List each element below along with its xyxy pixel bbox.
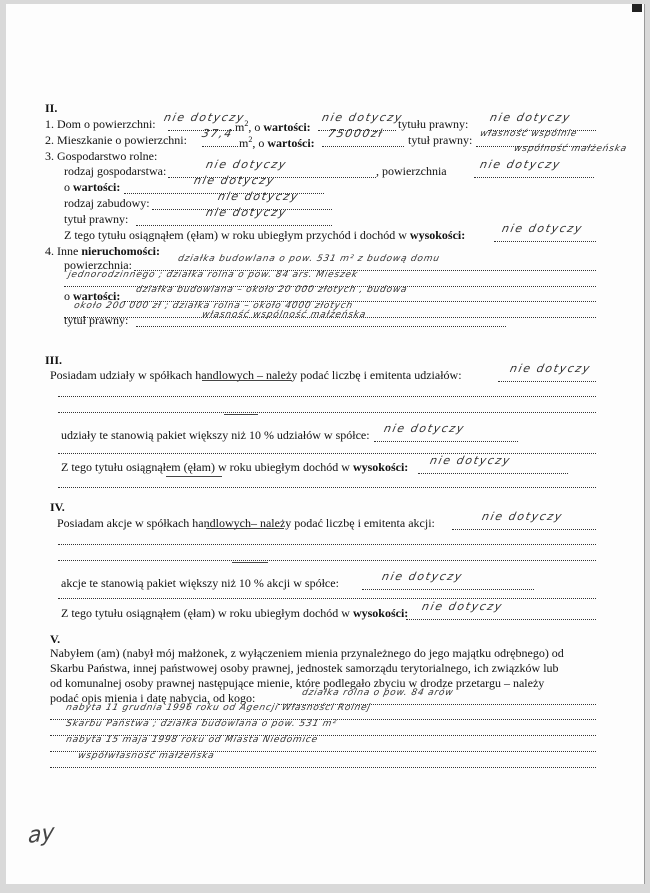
acquired-line-5 (50, 767, 596, 768)
farm-title-line (136, 225, 332, 226)
acquired-handwriting-3: Skarbu Państwa ; działka budowlana o pow. 531 m² (64, 719, 338, 729)
stocks-blank-line-3 (58, 598, 596, 599)
flat-area-handwriting: 37,4 (200, 127, 235, 140)
section-v-heading: V. (50, 632, 61, 646)
stocks-income-line (406, 619, 596, 620)
shares-income-pen-mark (166, 476, 222, 477)
farm-title-label: tytuł prawny: (64, 212, 129, 226)
shares-blank-line-1 (58, 396, 596, 397)
acquired-handwriting-5: współwłasność małżeńska (76, 751, 216, 761)
acquired-text-1: Nabyłem (am) (nabył mój małżonek, z wyłączeniem mienia przynależnego do jego majątku odrębnego) od (50, 646, 564, 660)
house-value-handwriting: nie dotyczy (320, 111, 405, 124)
shares-packet-line (374, 441, 518, 442)
shares-packet-handwriting: nie dotyczy (382, 422, 467, 435)
farm-income-handwriting: nie dotyczy (500, 222, 585, 235)
shares-packet-label: udziały te stanowią pakiet większy niż 10 % udziałów w spółce: (61, 428, 370, 442)
margin-initials: ay (27, 819, 55, 850)
stocks-packet-handwriting: nie dotyczy (380, 570, 465, 583)
other-estate-value-handwriting: działka budowlana – około 20 000 złotych , budowa (134, 285, 409, 295)
acquired-handwriting-2: nabyta 11 grudnia 1996 roku od Agencji Własności Rolnej (64, 703, 372, 713)
stocks-packet-label: akcje te stanowią pakiet większy niż 10 % akcji w spółce: (61, 576, 339, 590)
shares-blank-line-4 (58, 487, 596, 488)
other-estate-area-handwriting: działka budowlana o pow. 531 m² z budową domu (176, 254, 441, 264)
flat-value-handwriting: 75000zł (326, 127, 385, 140)
stocks-label: Posiadam akcje w spółkach handlowych– należy podać liczbę i emitenta akcji: (57, 516, 435, 530)
farm-value-label: o wartości: (64, 180, 121, 194)
shares-income-handwriting: nie dotyczy (428, 454, 513, 467)
flat-value-line (322, 146, 404, 147)
other-estate-title-handwriting: własność wspólność małżeńska (200, 310, 368, 320)
stocks-pen-mark (232, 562, 268, 563)
flat-title-handwriting-2: wspólność małżeńska (512, 144, 629, 154)
other-estate-title-line (136, 326, 506, 327)
stocks-handwriting: nie dotyczy (480, 510, 565, 523)
stocks-income-handwriting: nie dotyczy (420, 600, 505, 613)
flat-area-label: 2. Mieszkanie o powierzchni: (45, 133, 187, 147)
shares-handwriting: nie dotyczy (508, 362, 593, 375)
flat-title-label: tytuł prawny: (408, 133, 473, 147)
acquired-handwriting-1: działka rolna o pow. 84 arów (300, 688, 455, 698)
stocks-underline-mark (206, 528, 284, 529)
farm-area-handwriting: nie dotyczy (478, 158, 563, 171)
farm-value-handwriting: nie dotyczy (192, 174, 277, 187)
shares-income-label: Z tego tytułu osiągnąłem (ęłam) w roku ubiegłym dochód w wysokości: (61, 460, 409, 474)
section-iv-heading: IV. (50, 500, 65, 514)
farm-heading: 3. Gospodarstwo rolne: (45, 149, 158, 163)
farm-area-label: , powierzchnia (376, 164, 447, 178)
flat-title-handwriting: własność wspólnie (478, 129, 579, 139)
farm-area-line (474, 177, 594, 178)
section-iii-heading: III. (45, 353, 63, 367)
flat-unit: $m^2$, o wartości: (239, 135, 315, 150)
shares-label: Posiadam udziały w spółkach handlowych – należy podać liczbę i emitenta udziałów: (50, 368, 462, 382)
farm-type-label: rodzaj gospodarstwa: (64, 164, 167, 178)
stocks-blank-line-2 (58, 560, 596, 561)
section-ii-heading: II. (45, 101, 58, 115)
shares-blank-line-2 (58, 412, 596, 413)
stocks-packet-line (362, 589, 534, 590)
shares-blank-line-3 (58, 453, 596, 454)
other-estate-title-label: tytuł prawny: (64, 313, 129, 327)
scan-corner-mark (632, 4, 642, 12)
other-estate-area-label: powierzchnia: (64, 258, 132, 272)
farm-build-handwriting: nie dotyczy (216, 190, 301, 203)
farm-income-label: Z tego tytułu osiągnąłem (ęłam) w roku ubiegłym przychód i dochód w wysokości: (64, 228, 466, 242)
farm-income-line (494, 241, 596, 242)
house-area-label: 1. Dom o powierzchni: (45, 117, 156, 131)
house-title-handwriting: nie dotyczy (488, 111, 573, 124)
house-title-label: tytułu prawny: (398, 117, 469, 131)
shares-income-line (418, 473, 568, 474)
other-estate-value-label: o wartości: (64, 289, 121, 303)
shares-underline-mark (202, 380, 292, 381)
farm-build-label: rodzaj zabudowy: (64, 196, 150, 210)
acquired-text-3: od komunalnej osoby prawnej następujące mienie, które podlegało zbyciu w drodze przetargu – należy (50, 676, 545, 690)
other-estate-area-handwriting-2: jednorodzinnego ; działka rolna o pow. 84 ars. Mieszek (66, 270, 359, 280)
shares-line (498, 381, 596, 382)
other-estate-value-handwriting-2: około 200 000 zł ; działka rolna – około 4000 złotych (72, 301, 354, 311)
stocks-income-label: Z tego tytułu osiągnąłem (ęłam) w roku ubiegłym dochód w wysokości: (61, 606, 409, 620)
house-area-handwriting: nie dotyczy (162, 111, 247, 124)
acquired-text-4: podać opis mienia i datę nabycia, od kogo: (50, 691, 256, 705)
house-unit: $m^2$, o wartości: (235, 119, 311, 134)
farm-type-handwriting: nie dotyczy (204, 158, 289, 171)
acquired-text-2: Skarbu Państwa, innej państwowej osoby prawnej, jednostek samorządu terytorialnego, ich związków lub (50, 661, 559, 675)
flat-area-line (202, 146, 238, 147)
stocks-blank-line-1 (58, 544, 596, 545)
acquired-handwriting-4: nabyta 15 maja 1998 roku od Miasta Niedomice (64, 735, 319, 745)
shares-pen-mark (224, 414, 258, 415)
stocks-line (452, 529, 596, 530)
declaration-page (6, 4, 645, 884)
other-estate-heading: 4. Inne nieruchomości: (45, 244, 160, 258)
farm-title-handwriting: nie dotyczy (204, 206, 289, 219)
